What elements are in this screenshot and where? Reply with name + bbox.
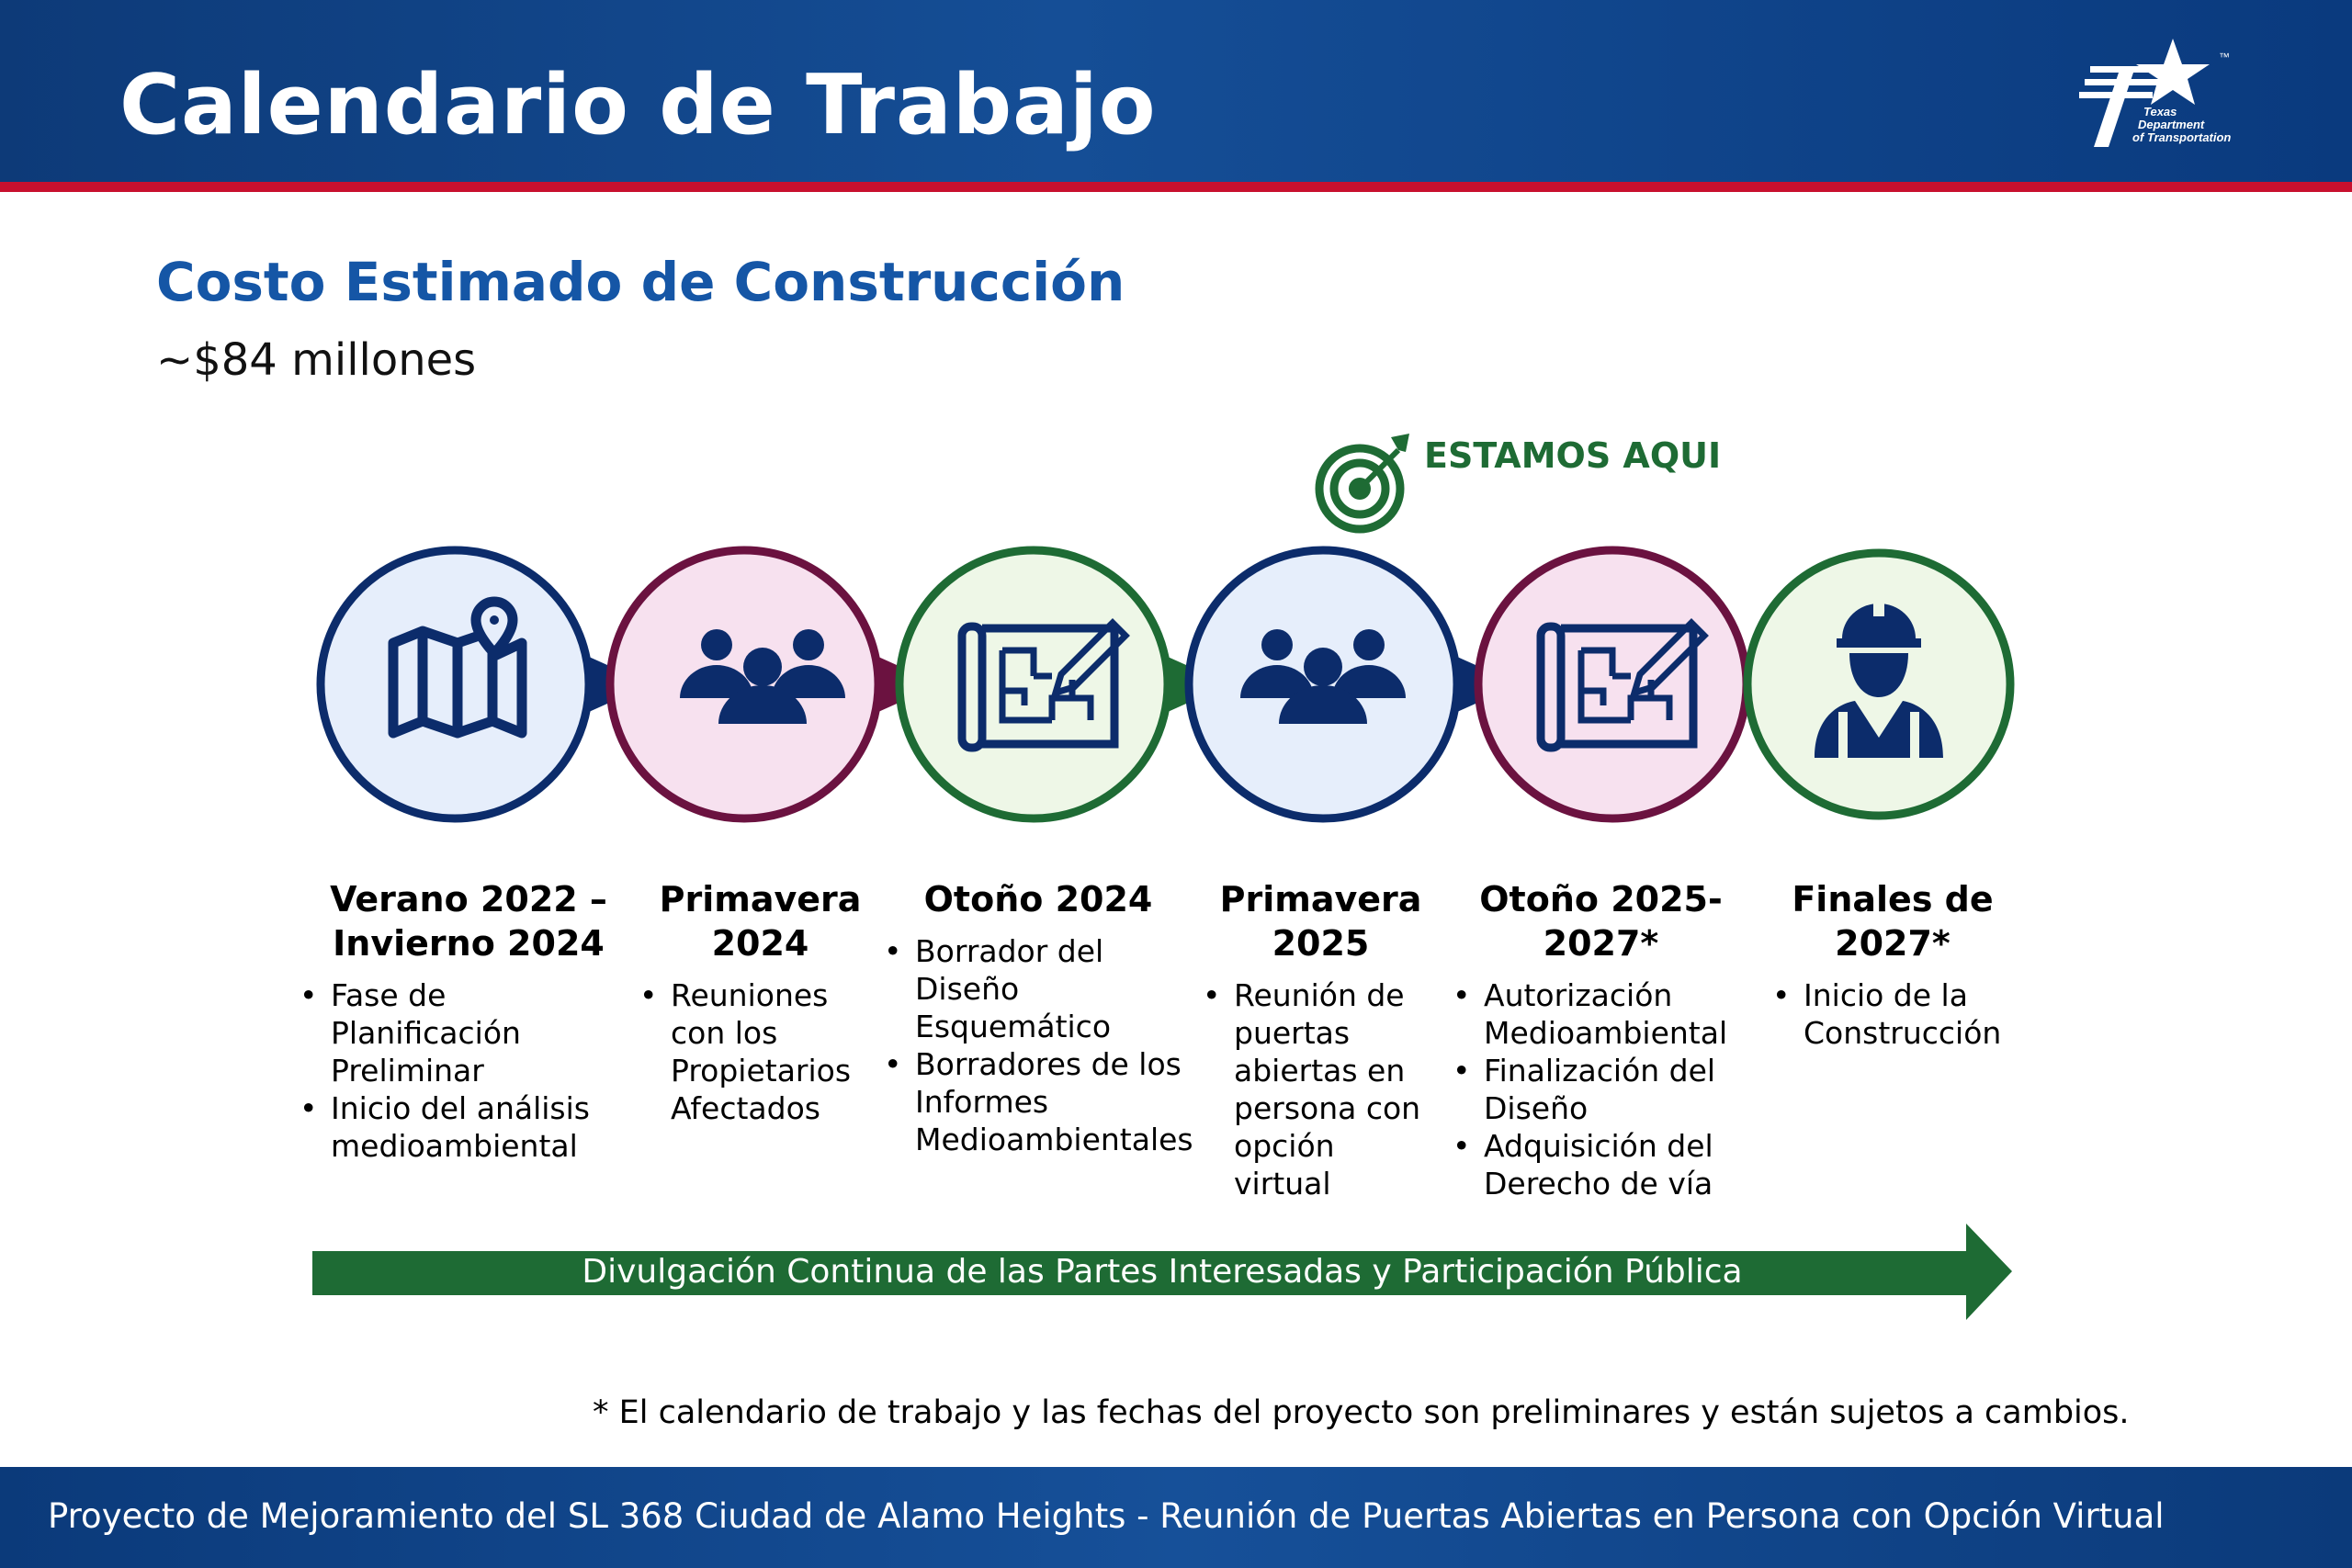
list-item: • Reuniones con los Propietarios Afectados bbox=[636, 976, 870, 1127]
stage-2-list bbox=[636, 976, 870, 1127]
list-item: • Reunión de puertas abiertas en persona con opción virtual bbox=[1199, 976, 1433, 1202]
stage-5-list bbox=[1449, 976, 1743, 1202]
cost-value: ~$84 millones bbox=[156, 334, 477, 386]
list-item: • Borrador del Diseño Esquemático bbox=[880, 932, 1202, 1045]
stage-5-title-line-1: Otoño 2025- bbox=[1479, 879, 1723, 919]
stage-3-title-line-1: Otoño 2024 bbox=[923, 879, 1153, 919]
logo-text-1: Texas bbox=[2143, 105, 2177, 118]
stage-6-circle bbox=[1747, 553, 2010, 816]
logo-text-3: of Transportation bbox=[2132, 130, 2232, 144]
logo-tm: ™ bbox=[2219, 51, 2230, 63]
header-red-stripe bbox=[0, 182, 2352, 192]
ongoing-outreach-label: Divulgación Continua de las Partes Interesadas y Participación Pública bbox=[582, 1253, 1743, 1291]
stage-4-list bbox=[1199, 976, 1433, 1202]
txdot-logo bbox=[2072, 33, 2237, 152]
stage-4-circle bbox=[1189, 550, 1519, 818]
stage-4-title bbox=[1204, 877, 1438, 965]
target-icon bbox=[1314, 424, 1415, 535]
list-item: • Adquisición del Derecho de vía bbox=[1449, 1127, 1743, 1202]
timeline-graphic bbox=[312, 533, 2040, 836]
stage-4-title-line-1: Primavera bbox=[1219, 879, 1422, 919]
stage-4-title-line-2: 2025 bbox=[1272, 923, 1370, 964]
stage-3-circle bbox=[899, 550, 1229, 818]
stage-2-circle bbox=[610, 550, 940, 818]
stage-6-title bbox=[1759, 877, 2026, 965]
list-item: • Borradores de los Informes Medioambientales bbox=[880, 1045, 1202, 1158]
list-item: • Finalización del Diseño bbox=[1449, 1052, 1743, 1127]
stage-2-title-line-1: Primavera bbox=[659, 879, 862, 919]
stage-5-title-line-2: 2027* bbox=[1543, 923, 1659, 964]
stage-2-title bbox=[643, 877, 877, 965]
stage-3-title bbox=[891, 877, 1185, 921]
logo-text-2: Department bbox=[2138, 118, 2205, 131]
current-stage-marker bbox=[1314, 424, 1746, 535]
page-title: Calendario de Trabajo bbox=[119, 57, 1157, 153]
stage-1-title bbox=[303, 877, 634, 965]
list-item: • Inicio de la Construcción bbox=[1769, 976, 2017, 1052]
list-item: • Fase de Planificación Preliminar bbox=[296, 976, 627, 1089]
stage-3-list bbox=[880, 932, 1202, 1158]
list-item: • Autorización Medioambiental bbox=[1449, 976, 1743, 1052]
stage-6-title-line-1: Finales de bbox=[1792, 879, 1994, 919]
footer-bar bbox=[0, 1467, 2352, 1568]
schedule-disclaimer: * El calendario de trabajo y las fechas del proyecto son preliminares y están sujetos a cambios. bbox=[593, 1394, 2130, 1431]
stage-1-circle bbox=[321, 550, 650, 818]
stage-1-title-line-2: Invierno 2024 bbox=[333, 923, 605, 964]
here-label: ESTAMOS AQUI bbox=[1424, 435, 1722, 476]
header-bar bbox=[0, 0, 2352, 182]
stage-2-title-line-2: 2024 bbox=[711, 923, 809, 964]
stage-6-title-line-2: 2027* bbox=[1835, 923, 1951, 964]
footer-text: Proyecto de Mejoramiento del SL 368 Ciudad de Alamo Heights - Reunión de Puertas Abiertas en Persona con Opción Virtual bbox=[48, 1496, 2165, 1536]
stage-1-list bbox=[296, 976, 627, 1165]
list-item: • Inicio del análisis medioambiental bbox=[296, 1089, 627, 1165]
cost-title: Costo Estimado de Construcción bbox=[156, 251, 1125, 313]
stage-6-list bbox=[1769, 976, 2017, 1052]
stage-1-title-line-1: Verano 2022 – bbox=[330, 879, 607, 919]
stage-5-title bbox=[1452, 877, 1750, 965]
